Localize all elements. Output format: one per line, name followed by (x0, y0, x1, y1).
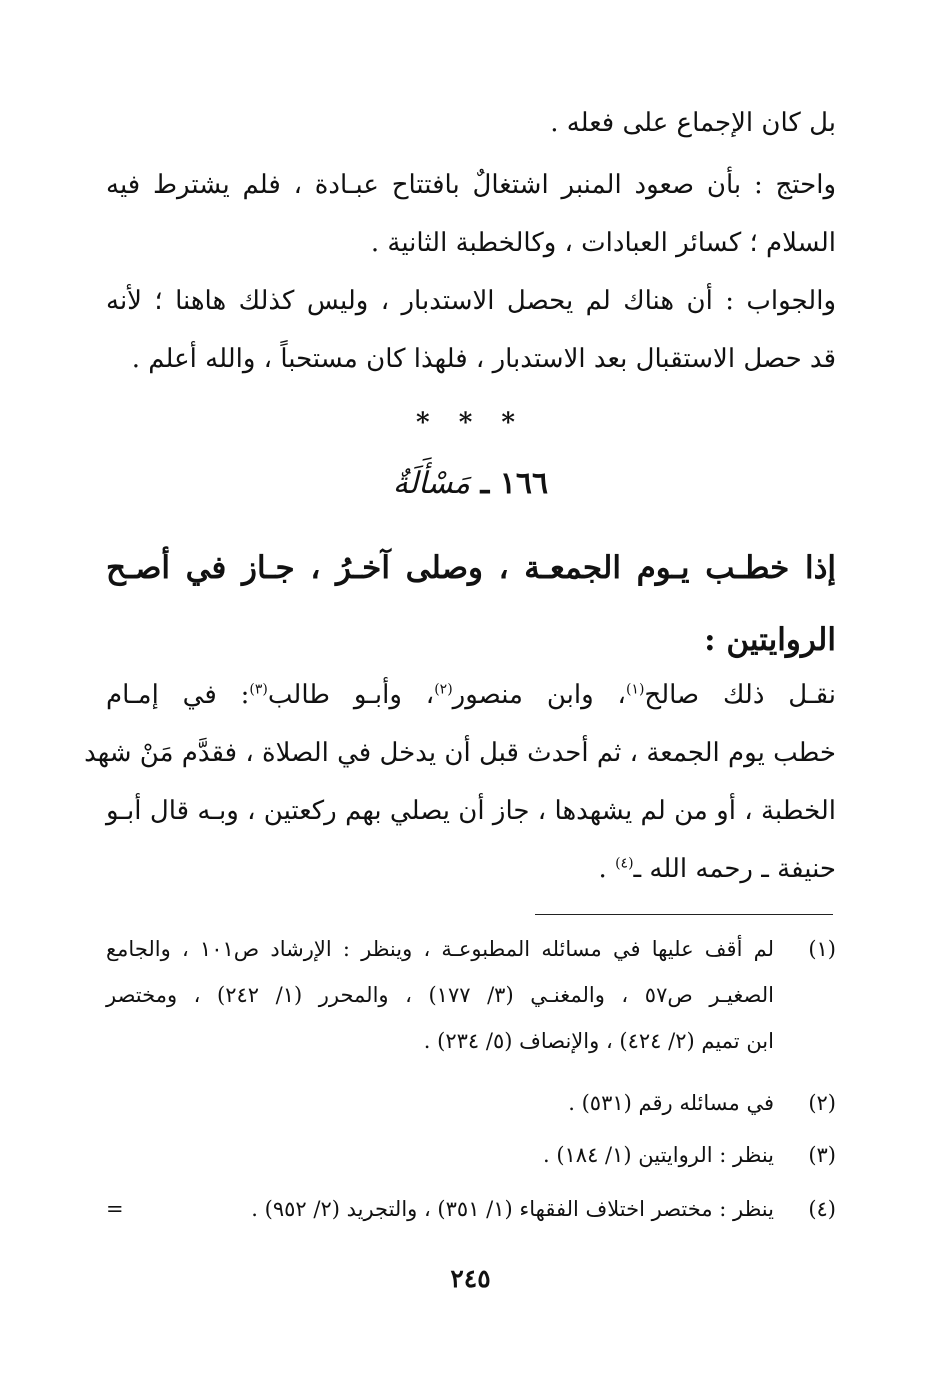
footnote-number: (٢) (808, 1091, 836, 1115)
footnote-4 (106, 1186, 836, 1232)
footnote-number: (٣) (808, 1143, 836, 1167)
text-line: بل كان الإجماع على فعله . (550, 108, 836, 138)
footnote-3 (106, 1132, 836, 1178)
footnote-1 (106, 926, 836, 1064)
issue-word-calligraphy: مَسْأَلَةٌ (392, 466, 471, 501)
text-line: قد حصل الاستقبال بعد الاستدبار ، فلهذا كان مستحباً ، والله أعلم . (131, 344, 836, 374)
issue-number: ١٦٦ ـ (480, 466, 549, 501)
text-line: نقـل ذلك صالح$^{(١)}$، وابن منصور$^{(٢)}$، وأبـو طالب$^{(٣)}$: في إمـام (106, 680, 836, 710)
paragraph-2 (106, 156, 836, 272)
footnote-line: ابن تميم (٢/ ٤٢٤) ، والإنصاف (٥/ ٢٣٤) . (423, 1029, 774, 1053)
footnote-line: ينظر : مختصر اختلاف الفقهاء (١/ ٣٥١) ، والتجريد (٢/ ٩٥٢) . (251, 1197, 774, 1221)
footnote-ref[interactable]: (١) (625, 681, 645, 698)
section-separator: * * * (416, 408, 525, 438)
paragraph-3 (106, 272, 836, 388)
footnote-ref[interactable]: (٤) (615, 855, 634, 872)
footnote-ref[interactable]: (٢) (434, 681, 453, 698)
footnote-line: الصغيـر ص٥٧ ، والمغنـي (٣/ ١٧٧) ، والمحرر (١/ ٢٤٢) ، ومختصر (106, 983, 774, 1007)
footnote-number: (١) (808, 937, 836, 961)
text-line: والجواب : أن هناك لم يحصل الاستدبار ، وليس كذلك هاهنا ؛ لأنه (106, 286, 836, 316)
text-line: حنيفة ـ رحمه الله ـ$^{(٤)}$ . (598, 854, 836, 884)
text-line: السلام ؛ كسائر العبادات ، وكالخطبة الثانية . (370, 228, 836, 258)
issue-heading (106, 532, 836, 676)
footnote-line: لم أقف عليها في مسائله المطبوعـة ، وينظر : الإرشاد ص١٠١ ، والجامع (106, 937, 774, 961)
text-line: خطب يوم الجمعة ، ثم أحدث قبل أن يدخل في الصلاة ، فقدَّم مَنْ شهد (84, 738, 836, 768)
paragraph-1 (106, 94, 836, 152)
footnote-divider (535, 914, 833, 915)
text-line: الخطبة ، أو من لم يشهدها ، جاز أن يصلي بهم ركعتين ، وبـه قال أبـو (106, 796, 836, 826)
footnote-line: في مسائله رقم (٥٣١) . (568, 1091, 774, 1115)
text-line: واحتج : بأن صعود المنبر اشتغالٌ بافتتاح عبـادة ، فلم يشترط فيه (106, 170, 836, 200)
heading-line: الروايتين : (704, 622, 836, 658)
footnote-number: (٤) (808, 1197, 836, 1221)
issue-title (0, 466, 941, 501)
footnote-2 (106, 1080, 836, 1126)
footnote-line: ينظر : الروايتين (١/ ١٨٤) . (542, 1143, 774, 1167)
heading-line: إذا خطـب يـوم الجمعـة ، وصلى آخـرُ ، جـاز في أصـح (106, 550, 836, 586)
continuation-mark: = (106, 1197, 124, 1221)
paragraph-4 (84, 666, 836, 898)
footnote-ref[interactable]: (٣) (249, 681, 268, 698)
page-number: ٢٤٥ (450, 1264, 491, 1293)
